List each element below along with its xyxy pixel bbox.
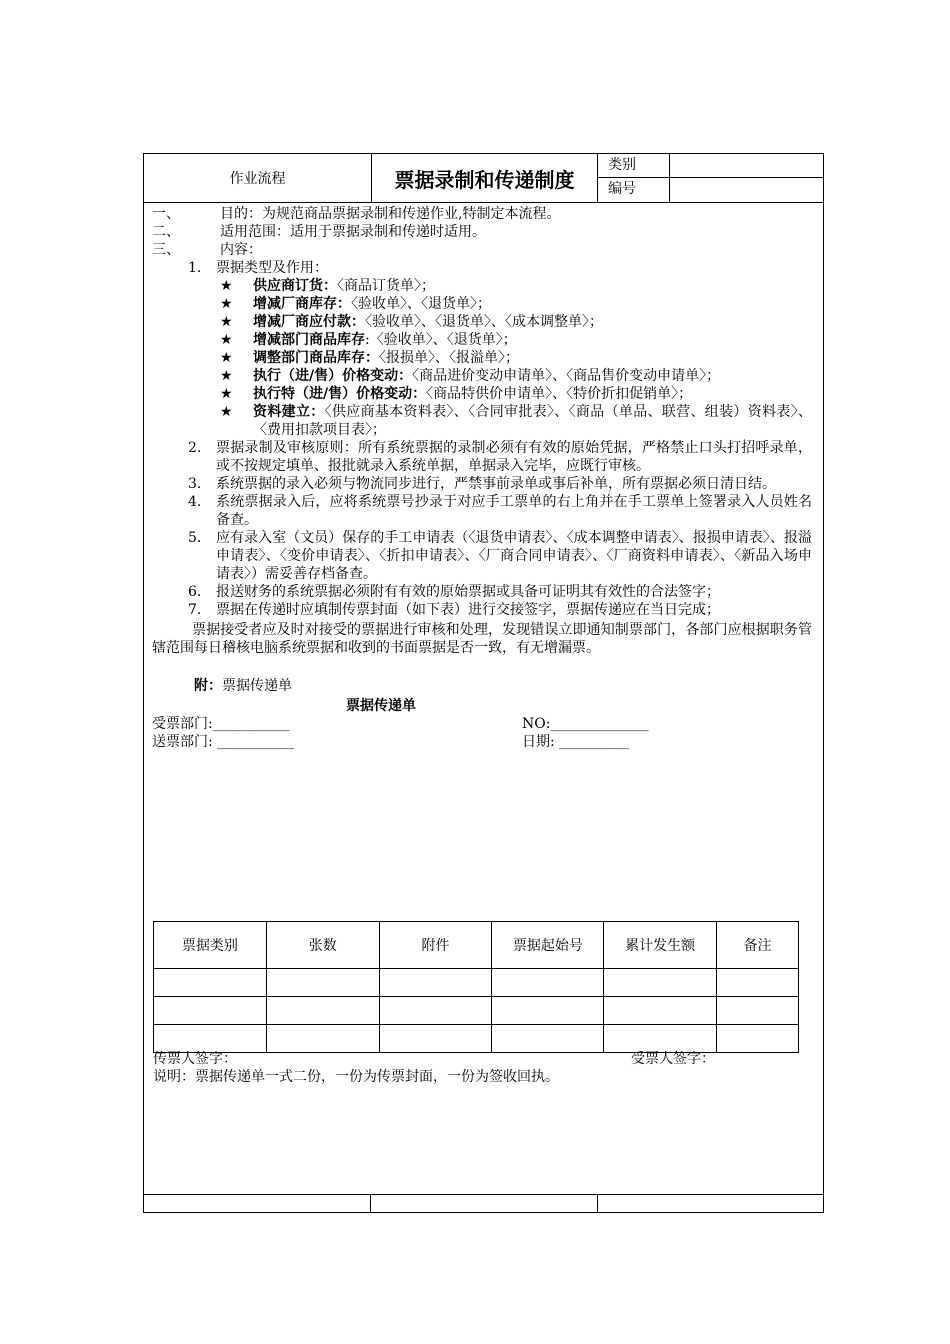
ticket-type-forms: 〈商品订货单〉； [337,278,435,294]
closing-paragraph: 票据接受者应及时对接受的票据进行审核和处理，发现错误立即通知制票部门，各部门应根据职务管辖范围每日稽核电脑系统票据和收到的书面票据是否一致，有无增漏票。 [152,622,812,656]
document-body [152,205,816,751]
star-icon: ★ [220,404,233,420]
document-sheet [143,153,824,1213]
list-item [152,493,816,529]
ticket-type-forms: 〈验收单〉、〈退货单〉； [351,296,491,312]
table-cell[interactable] [379,1025,492,1053]
rules-list [152,439,816,619]
table-cell[interactable] [492,1025,604,1053]
ticket-type-label: 增减部门商品库存 [253,332,365,348]
category-value [670,154,823,178]
column-header: 票据起始号 [492,922,604,969]
column-header: 票据类别 [154,922,267,969]
list-item [152,583,816,601]
footer-cell [370,1195,598,1213]
header-category: 作业流程 [144,154,372,202]
item-text: 系统票据的录入必须与物流同步进行，严禁事前录单或事后补单，所有票据必须日清日结。 [216,476,776,492]
transfer-table [153,921,799,1053]
form-title: 票据传递单 [346,698,416,714]
section-text: 内容： [220,242,262,258]
item-number: 3. [188,476,202,492]
section-purpose [152,205,816,223]
ticket-type-label: 供应商订货： [253,278,337,294]
table-cell[interactable] [492,969,604,997]
header-row [144,154,823,203]
sender-signature: 传票人签字： [153,1051,237,1067]
ticket-type-list [152,277,816,439]
ticket-type-forms: 〈验收单〉、〈退货单〉、〈成本调整单〉； [365,314,603,330]
receiver-signature: 受票人签字： [631,1051,715,1067]
header-values [670,154,823,202]
footer-cell [144,1195,371,1213]
item-text: 报送财务的系统票据必须附有有效的原始票据或具备可证明其有效性的合法签字； [216,584,720,600]
section-text: 目的：为规范商品票据录制和传递作业,特制定本流程。 [220,206,561,222]
ticket-type-forms: 〈商品进价变动申请单〉、〈商品售价变动申请单〉； [412,368,721,384]
table-row [154,969,799,997]
ticket-type-label: 调整部门商品库存： [253,350,379,366]
table-cell[interactable] [154,969,267,997]
star-icon: ★ [220,278,233,294]
table-cell[interactable] [379,969,492,997]
receiving-department: 受票部门:___________ [152,716,290,732]
item-text: 应有录入室（文员）保存的手工申请表（〈退货申请表〉、〈成本调整申请表〉、报损申请表〉、报溢申请表〉、〈变价申请表〉、〈折扣申请表〉、〈厂商合同申请表〉、〈厂商资料申请表〉、〈新品入场申请表〉）需妥善存档备查。 [216,530,812,582]
header-labels [598,154,670,202]
list-item [152,439,816,475]
ticket-type-item [152,313,816,331]
star-icon: ★ [220,332,233,348]
ticket-type-item [152,385,816,403]
item-number: 2. [188,440,202,456]
column-header: 附件 [379,922,492,969]
table-cell[interactable] [717,1025,799,1053]
item-number: 5. [188,530,202,546]
item-text: 票据类型及作用： [216,260,328,276]
table-cell[interactable] [266,969,379,997]
table-cell[interactable] [717,997,799,1025]
ticket-type-forms: 〈报损单〉、〈报溢单〉； [379,350,519,366]
table-row [154,1025,799,1053]
number-label: 编号 [608,181,636,197]
table-cell[interactable] [492,997,604,1025]
ticket-type-item [152,403,816,439]
item-text: 系统票据录入后，应将系统票号抄录于对应手工票单的右上角并在手工票单上签署录入人员姓名备查。 [216,494,812,528]
number-value [670,178,823,202]
list-item [152,601,816,619]
table-cell[interactable] [154,1025,267,1053]
ticket-type-forms: 〈商品特供价申请单〉、〈特价折扣促销单〉； [426,386,693,402]
document-title: 票据录制和传递制度 [372,154,598,202]
attachment-line [152,677,816,695]
item-number: 4. [188,494,202,510]
column-header: 累计发生额 [604,922,717,969]
form-number: NO:______________ [522,716,649,732]
section-text: 适用范围：适用于票据录制和传递时适用。 [220,224,486,240]
ticket-type-label: 资料建立： [253,404,325,420]
item-text: 票据录制及审核原则：所有系统票据的录制必须有有效的原始凭据，严格禁止口头打招呼录单，或不按规定填单、报批就录入系统单据，单据录入完毕，应既行审核。 [216,440,812,474]
item-number: 7. [188,602,202,618]
section-number: 三、 [152,242,180,258]
table-cell[interactable] [266,997,379,1025]
table-cell[interactable] [379,997,492,1025]
ticket-type-forms: 〈供应商基本资料表〉、〈合同审批表〉、〈商品（单品、联营、组装）资料表〉、〈费用扣款项目表〉； [253,404,813,438]
ticket-type-label: 增减厂商库存： [253,296,351,312]
sending-department: 送票部门: ___________ [152,734,295,750]
ticket-type-item [152,295,816,313]
ticket-type-label: 执行特（进/售）价格变动： [253,386,427,402]
section-content [152,241,816,259]
star-icon: ★ [220,368,233,384]
form-line-2 [152,733,816,751]
table-header-row [154,922,799,969]
table-row [154,997,799,1025]
section-number: 一、 [152,206,180,222]
list-item [152,259,816,277]
section-number: 二、 [152,224,180,240]
column-header: 备注 [717,922,799,969]
ticket-type-label: 执行（进/售）价格变动： [253,368,413,384]
star-icon: ★ [220,386,233,402]
ticket-type-forms: :〈验收单〉、〈退货单〉； [365,332,517,348]
table-cell[interactable] [604,997,717,1025]
table-cell[interactable] [604,1025,717,1053]
ticket-type-item [152,277,816,295]
list-item [152,529,816,583]
item-text: 票据在传递时应填制传票封面（如下表）进行交接签字，票据传递应在当日完成； [216,602,720,618]
section-scope [152,223,816,241]
star-icon: ★ [220,296,233,312]
ticket-type-label: 增减厂商应付款： [253,314,365,330]
ticket-type-item [152,331,816,349]
star-icon: ★ [220,350,233,366]
form-date: 日期: __________ [522,734,630,750]
ticket-type-item [152,367,816,385]
attachment-text: 票据传递单 [222,678,292,694]
form-line-1 [152,715,816,733]
table-cell[interactable] [154,997,267,1025]
column-header: 张数 [266,922,379,969]
list-item [152,475,816,493]
star-icon: ★ [220,314,233,330]
footer-row [144,1194,823,1213]
table-cell[interactable] [604,969,717,997]
attachment-label: 附： [194,678,222,694]
item-number: 6. [188,584,202,600]
ticket-type-item [152,349,816,367]
item-number: 1. [188,260,202,276]
category-label: 类别 [598,154,669,178]
table-cell[interactable] [266,1025,379,1053]
table-cell[interactable] [717,969,799,997]
form-note: 说明：票据传递单一式二份，一份为传票封面，一份为签收回执。 [153,1069,559,1085]
